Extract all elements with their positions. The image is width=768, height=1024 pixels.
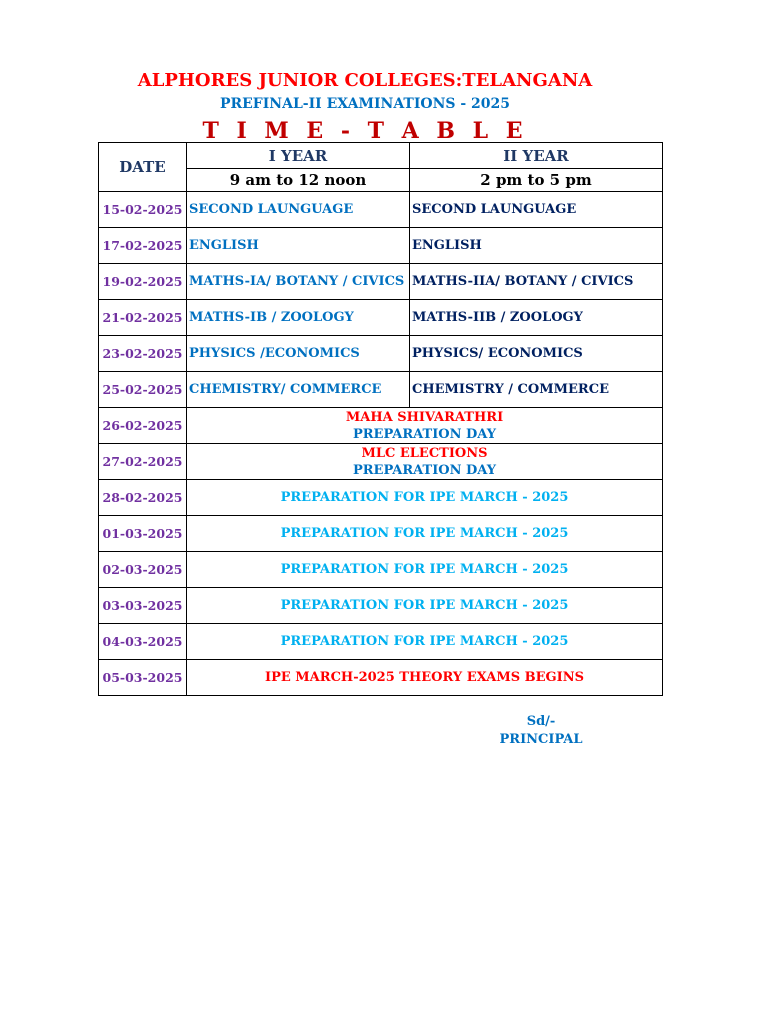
table-row <box>99 588 663 624</box>
row-date: 19-02-2025 <box>99 264 187 300</box>
row-date: 15-02-2025 <box>99 192 187 228</box>
table-row <box>99 372 663 408</box>
row-date: 26-02-2025 <box>99 408 187 444</box>
date-header: DATE <box>99 143 187 192</box>
year1-time: 9 am to 12 noon <box>187 169 410 192</box>
header-row <box>99 143 663 169</box>
row-date: 23-02-2025 <box>99 336 187 372</box>
year2-subject: ENGLISH <box>410 228 663 264</box>
preparation-cell: PREPARATION FOR IPE MARCH - 2025 <box>187 624 663 660</box>
year2-header: II YEAR <box>410 143 663 169</box>
holiday-note: PREPARATION DAY <box>352 462 497 478</box>
year2-subject: MATHS-IIB / ZOOLOGY <box>410 300 663 336</box>
table-row <box>99 192 663 228</box>
timetable <box>98 142 663 696</box>
table-row <box>99 300 663 336</box>
row-date: 03-03-2025 <box>99 588 187 624</box>
row-date: 05-03-2025 <box>99 660 187 696</box>
table-row <box>99 516 663 552</box>
preparation-cell: PREPARATION FOR IPE MARCH - 2025 <box>187 588 663 624</box>
exam-start-cell: IPE MARCH-2025 THEORY EXAMS BEGINS <box>187 660 663 696</box>
row-date: 17-02-2025 <box>99 228 187 264</box>
year2-time: 2 pm to 5 pm <box>410 169 663 192</box>
table-row <box>99 552 663 588</box>
college-name: ALPHORES JUNIOR COLLEGES:TELANGANA <box>137 70 593 91</box>
year1-subject: SECOND LAUNGUAGE <box>187 192 410 228</box>
exam-title: PREFINAL-II EXAMINATIONS - 2025 <box>219 96 511 112</box>
year2-subject: SECOND LAUNGUAGE <box>410 192 663 228</box>
page-title: T I M E - T A B L E <box>202 118 528 144</box>
table-row <box>99 408 663 444</box>
year2-subject: PHYSICS/ ECONOMICS <box>410 336 663 372</box>
year1-subject: CHEMISTRY/ COMMERCE <box>187 372 410 408</box>
year1-subject: MATHS-IB / ZOOLOGY <box>187 300 410 336</box>
row-date: 02-03-2025 <box>99 552 187 588</box>
row-date: 27-02-2025 <box>99 444 187 480</box>
preparation-cell: PREPARATION FOR IPE MARCH - 2025 <box>187 480 663 516</box>
table-row <box>99 264 663 300</box>
holiday-name: MLC ELECTIONS <box>361 445 488 461</box>
table-row <box>99 624 663 660</box>
preparation-cell: PREPARATION FOR IPE MARCH - 2025 <box>187 516 663 552</box>
year1-header: I YEAR <box>187 143 410 169</box>
holiday-cell <box>187 408 663 444</box>
year1-subject: PHYSICS /ECONOMICS <box>187 336 410 372</box>
table-row <box>99 336 663 372</box>
year1-subject: ENGLISH <box>187 228 410 264</box>
signature-mark: Sd/- <box>526 714 556 729</box>
preparation-cell: PREPARATION FOR IPE MARCH - 2025 <box>187 552 663 588</box>
table-row <box>99 444 663 480</box>
holiday-cell <box>187 444 663 480</box>
holiday-note: PREPARATION DAY <box>352 426 497 442</box>
row-date: 04-03-2025 <box>99 624 187 660</box>
row-date: 25-02-2025 <box>99 372 187 408</box>
table-row <box>99 660 663 696</box>
signature-block <box>496 713 586 749</box>
row-date: 21-02-2025 <box>99 300 187 336</box>
table-row <box>99 480 663 516</box>
row-date: 28-02-2025 <box>99 480 187 516</box>
row-date: 01-03-2025 <box>99 516 187 552</box>
year2-subject: MATHS-IIA/ BOTANY / CIVICS <box>410 264 663 300</box>
year2-subject: CHEMISTRY / COMMERCE <box>410 372 663 408</box>
year1-subject: MATHS-IA/ BOTANY / CIVICS <box>187 264 410 300</box>
holiday-name: MAHA SHIVARATHRI <box>345 409 504 425</box>
signatory-role: PRINCIPAL <box>499 732 583 747</box>
table-row <box>99 228 663 264</box>
